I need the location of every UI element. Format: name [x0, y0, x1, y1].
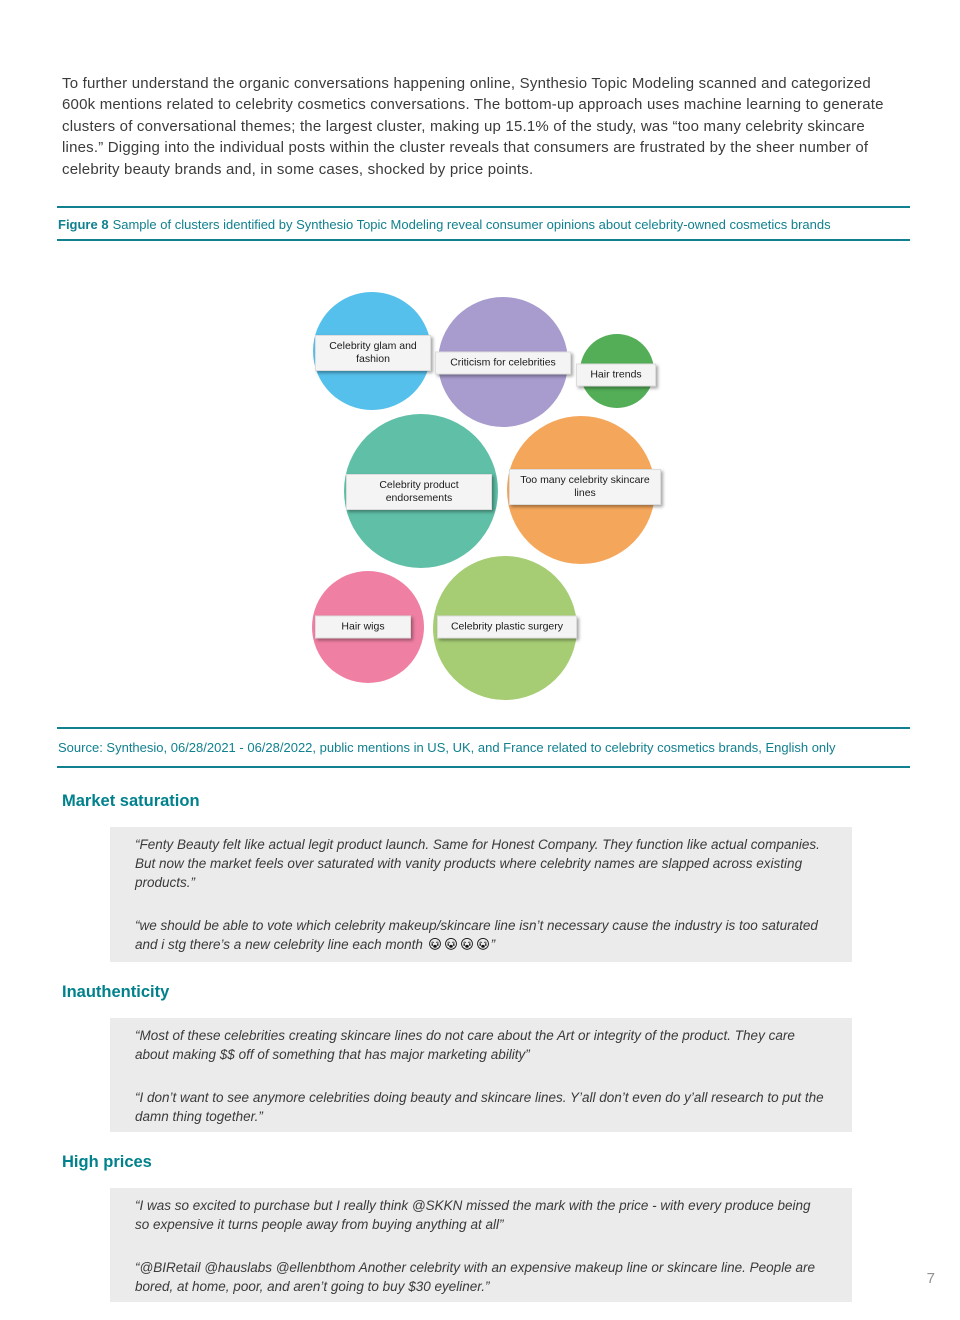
quote-text-span: “@BIRetail @hauslabs @ellenbthom Another celebrity with an expensive makeup line or skincare line. People are bored, at home, poor, and aren’t going to buy $30 eyeliner.” — [135, 1260, 815, 1294]
quote-closing-mark: ” — [490, 937, 496, 952]
figure-caption — [58, 217, 910, 232]
divider-line — [57, 727, 910, 729]
crying-face-emoji-icon — [444, 937, 458, 956]
quote-text — [135, 1088, 827, 1126]
quote-text-span: “I don’t want to see anymore celebrities doing beauty and skincare lines. Y’all don’t even do y’all research to put the damn thing together.” — [135, 1090, 824, 1124]
bubble-label: Celebrity glam and fashion — [315, 335, 431, 371]
figure-source: Source: Synthesio, 06/28/2021 - 06/28/2022, public mentions in US, UK, and France related to celebrity cosmetics brands, English only — [58, 740, 836, 755]
quote-box — [110, 1018, 852, 1132]
quote-box — [110, 827, 852, 962]
bubble-label: Celebrity product endorsements — [346, 474, 492, 510]
figure-caption-label: Figure 8 — [58, 217, 109, 232]
section-heading: Market saturation — [62, 792, 200, 810]
divider-line — [57, 239, 910, 241]
crying-face-emoji-icon — [476, 937, 490, 956]
crying-face-emoji-icon — [460, 937, 474, 956]
intro-paragraph: To further understand the organic conversations happening online, Synthesio Topic Modeling scanned and categorized 600k mentions related to celebrity cosmetics conversations. The bottom-up approach uses machine learning to generate clusters of conversational themes; the largest cluster, making up 15.1% of the study, was “too many celebrity skincare lines.” Digging into the individual posts within the cluster reveals that consumers are frustrated by the sheer number of celebrity beauty brands and, in some cases, shocked by price points. — [62, 75, 884, 178]
quote-text-span: “we should be able to vote which celebrity makeup/skincare line isn’t necessary cause the industry is too saturated and i stg there’s a new celebrity line each month — [135, 918, 818, 952]
section-heading: High prices — [62, 1153, 152, 1171]
figure-caption-text: Sample of clusters identified by Synthesio Topic Modeling reveal consumer opinions about celebrity-owned cosmetics brands — [112, 217, 831, 232]
quote-sections — [57, 792, 910, 1320]
divider-line — [57, 766, 910, 768]
bubble-label: Criticism for celebrities — [435, 352, 571, 375]
bubble-label: Celebrity plastic surgery — [437, 616, 577, 639]
section-heading: Inauthenticity — [62, 983, 170, 1001]
divider-line — [57, 206, 910, 208]
quote-text-span: “Fenty Beauty felt like actual legit product launch. Same for Honest Company. They function like actual companies. But now the market feels over saturated with vanity products where celebrity names are slapped across existing products.” — [135, 837, 820, 890]
bubble-label: Too many celebrity skincare lines — [509, 469, 661, 505]
bubble-label: Hair wigs — [315, 616, 411, 639]
bubble-label: Hair trends — [576, 364, 656, 387]
quote-box — [110, 1188, 852, 1302]
quote-text — [135, 835, 827, 892]
page-number: 7 — [926, 1270, 935, 1287]
quote-text — [135, 1196, 827, 1234]
quote-text-span: “I was so excited to purchase but I really think @SKKN missed the mark with the price - with every produce being so expensive it turns people away from buying anything at all” — [135, 1198, 811, 1232]
quote-text — [135, 1258, 827, 1296]
crying-face-emoji-icon — [428, 937, 442, 956]
quote-text — [135, 1026, 827, 1064]
bubble-chart — [0, 245, 960, 725]
quote-text-span: “Most of these celebrities creating skincare lines do not care about the Art or integrity of the product. They care about making $$ off of something that has major marketing ability” — [135, 1028, 795, 1062]
quote-text — [135, 916, 827, 956]
